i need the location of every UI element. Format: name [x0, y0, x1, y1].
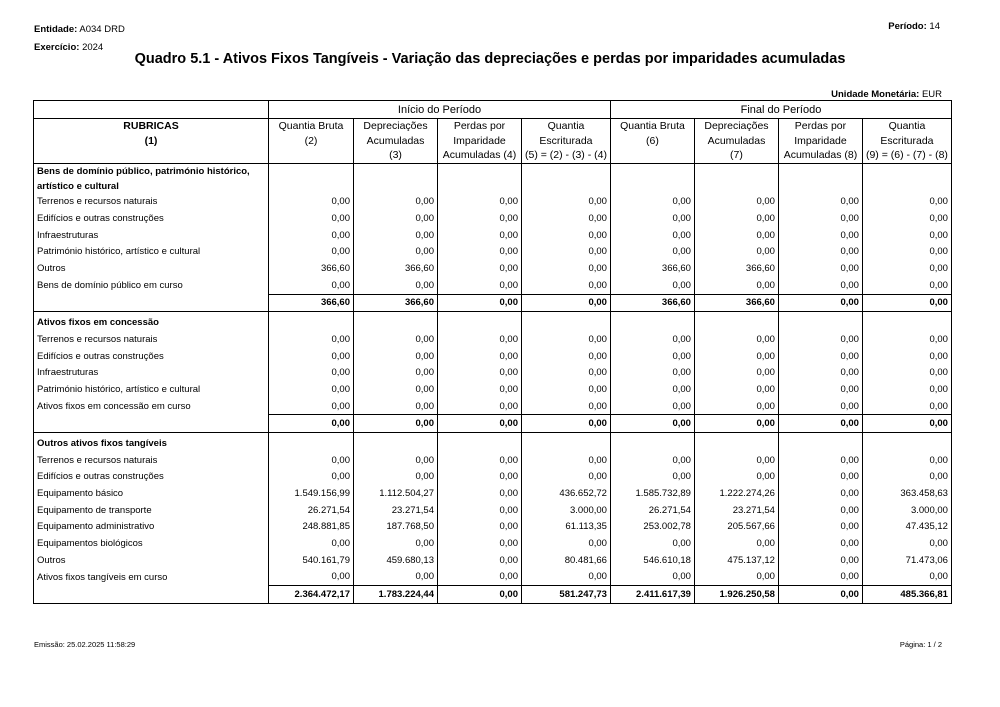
empty-cell: [694, 163, 778, 194]
value-cell: 366,60: [694, 260, 778, 277]
total-value-cell: 366,60: [269, 294, 354, 312]
value-cell: 61.113,35: [522, 519, 611, 536]
row-label: Equipamento administrativo: [34, 519, 269, 536]
row-label: Infraestruturas: [34, 364, 269, 381]
table-row: [34, 535, 952, 552]
value-cell: 0,00: [438, 260, 522, 277]
value-cell: 0,00: [778, 519, 862, 536]
value-cell: 0,00: [522, 398, 611, 415]
value-cell: 253.002,78: [610, 519, 694, 536]
total-value-cell: 0,00: [438, 586, 522, 604]
value-cell: 0,00: [778, 277, 862, 294]
value-cell: 26.271,54: [610, 502, 694, 519]
value-cell: 0,00: [269, 244, 354, 261]
value-cell: 0,00: [438, 452, 522, 469]
value-cell: 0,00: [522, 469, 611, 486]
row-label: Terrenos e recursos naturais: [34, 452, 269, 469]
value-cell: 0,00: [862, 535, 951, 552]
value-cell: 0,00: [438, 277, 522, 294]
table-row: [34, 569, 952, 586]
value-cell: 0,00: [438, 194, 522, 211]
total-label-cell: [34, 415, 269, 433]
value-cell: 0,00: [694, 535, 778, 552]
unit-label: Unidade Monetária:: [831, 89, 920, 100]
value-cell: 1.585.732,89: [610, 485, 694, 502]
value-cell: 0,00: [862, 244, 951, 261]
currency-unit: [831, 89, 942, 100]
empty-cell: [269, 312, 354, 331]
group-start-period: Início do Período: [269, 101, 611, 119]
total-value-cell: 1.926.250,58: [694, 586, 778, 604]
value-cell: 459.680,13: [354, 552, 438, 569]
table-row: [34, 485, 952, 502]
value-cell: 0,00: [522, 381, 611, 398]
value-cell: 0,00: [862, 569, 951, 586]
table-row: [34, 227, 952, 244]
row-label: Outros: [34, 260, 269, 277]
value-cell: 0,00: [610, 535, 694, 552]
row-label: Ativos fixos em concessão em curso: [34, 398, 269, 415]
year-label: Exercício:: [34, 42, 80, 53]
value-cell: 0,00: [269, 535, 354, 552]
value-cell: 363.458,63: [862, 485, 951, 502]
value-cell: 0,00: [522, 364, 611, 381]
value-cell: 436.652,72: [522, 485, 611, 502]
col-impair-start: Perdas por Imparidade Acumuladas (4): [438, 119, 522, 164]
value-cell: 0,00: [778, 535, 862, 552]
total-value-cell: 0,00: [438, 415, 522, 433]
col-gross-end: Quantia Bruta (6): [610, 119, 694, 164]
empty-cell: [694, 433, 778, 452]
value-cell: 546.610,18: [610, 552, 694, 569]
row-label: Ativos fixos tangíveis em curso: [34, 569, 269, 586]
value-cell: 0,00: [269, 331, 354, 348]
value-cell: 0,00: [269, 227, 354, 244]
total-row: [34, 415, 952, 433]
row-label: Edifícios e outras construções: [34, 348, 269, 365]
value-cell: 0,00: [438, 348, 522, 365]
value-cell: 0,00: [610, 381, 694, 398]
value-cell: 0,00: [694, 364, 778, 381]
value-cell: 0,00: [778, 569, 862, 586]
value-cell: 0,00: [778, 260, 862, 277]
value-cell: 0,00: [862, 194, 951, 211]
total-value-cell: 0,00: [862, 294, 951, 312]
table-row: [34, 260, 952, 277]
period-value: 14: [929, 21, 940, 32]
value-cell: 0,00: [354, 348, 438, 365]
value-cell: 0,00: [522, 452, 611, 469]
value-cell: 0,00: [778, 381, 862, 398]
value-cell: 0,00: [354, 244, 438, 261]
value-cell: 0,00: [778, 485, 862, 502]
value-cell: 0,00: [778, 502, 862, 519]
value-cell: 0,00: [354, 381, 438, 398]
total-value-cell: 0,00: [778, 586, 862, 604]
value-cell: 0,00: [438, 364, 522, 381]
period-info: [888, 21, 940, 32]
value-cell: 0,00: [354, 227, 438, 244]
value-cell: 0,00: [522, 227, 611, 244]
value-cell: 0,00: [522, 331, 611, 348]
value-cell: 0,00: [438, 469, 522, 486]
year-value: 2024: [82, 42, 104, 53]
value-cell: 0,00: [438, 535, 522, 552]
value-cell: 0,00: [694, 277, 778, 294]
table-row: [34, 331, 952, 348]
value-cell: 0,00: [862, 260, 951, 277]
table-row: [34, 277, 952, 294]
value-cell: 0,00: [610, 569, 694, 586]
empty-cell: [694, 312, 778, 331]
value-cell: 0,00: [694, 210, 778, 227]
value-cell: 0,00: [862, 348, 951, 365]
value-cell: 80.481,66: [522, 552, 611, 569]
value-cell: 0,00: [862, 381, 951, 398]
col-depr-start: Depreciações Acumuladas (3): [354, 119, 438, 164]
col-gross-start: Quantia Bruta (2): [269, 119, 354, 164]
value-cell: 0,00: [354, 364, 438, 381]
col-carrying-start: Quantia Escriturada (5) = (2) - (3) - (4): [522, 119, 611, 164]
value-cell: 0,00: [610, 452, 694, 469]
value-cell: 248.881,85: [269, 519, 354, 536]
empty-cell: [778, 433, 862, 452]
row-label: Bens de domínio público em curso: [34, 277, 269, 294]
value-cell: 366,60: [269, 260, 354, 277]
value-cell: 0,00: [522, 260, 611, 277]
value-cell: 0,00: [610, 277, 694, 294]
total-value-cell: 2.411.617,39: [610, 586, 694, 604]
value-cell: 0,00: [778, 210, 862, 227]
section-title: Outros ativos fixos tangíveis: [34, 433, 269, 452]
empty-cell: [438, 433, 522, 452]
value-cell: 187.768,50: [354, 519, 438, 536]
section-header-row: [34, 163, 952, 194]
value-cell: 0,00: [354, 535, 438, 552]
total-label-cell: [34, 586, 269, 604]
group-end-period: Final do Período: [610, 101, 951, 119]
value-cell: 0,00: [269, 348, 354, 365]
total-value-cell: 485.366,81: [862, 586, 951, 604]
value-cell: 0,00: [778, 364, 862, 381]
value-cell: 0,00: [694, 331, 778, 348]
empty-cell: [778, 312, 862, 331]
value-cell: 0,00: [269, 364, 354, 381]
entity-label: Entidade:: [34, 24, 78, 35]
unit-value: EUR: [921, 89, 942, 100]
col-impair-end: Perdas por Imparidade Acumuladas (8): [778, 119, 862, 164]
value-cell: 0,00: [438, 552, 522, 569]
empty-cell: [354, 163, 438, 194]
value-cell: 0,00: [610, 348, 694, 365]
value-cell: 0,00: [438, 485, 522, 502]
value-cell: 1.549.156,99: [269, 485, 354, 502]
row-label: Infraestruturas: [34, 227, 269, 244]
total-value-cell: 581.247,73: [522, 586, 611, 604]
value-cell: 0,00: [694, 569, 778, 586]
empty-cell: [269, 163, 354, 194]
value-cell: 0,00: [778, 227, 862, 244]
entity-value: A034 DRD: [79, 24, 125, 35]
total-row: [34, 586, 952, 604]
period-label: Período:: [888, 21, 927, 32]
value-cell: 0,00: [438, 502, 522, 519]
total-value-cell: 0,00: [778, 294, 862, 312]
value-cell: 0,00: [862, 469, 951, 486]
total-value-cell: 366,60: [610, 294, 694, 312]
table-row: [34, 469, 952, 486]
value-cell: 0,00: [778, 469, 862, 486]
value-cell: 0,00: [354, 331, 438, 348]
total-value-cell: 0,00: [522, 294, 611, 312]
table-row: [34, 552, 952, 569]
page-number: Página: 1 / 2: [899, 640, 942, 649]
value-cell: 0,00: [269, 381, 354, 398]
empty-cell: [269, 433, 354, 452]
empty-cell: [610, 312, 694, 331]
value-cell: 1.112.504,27: [354, 485, 438, 502]
value-cell: 0,00: [862, 210, 951, 227]
value-cell: 0,00: [354, 398, 438, 415]
empty-cell: [522, 433, 611, 452]
total-value-cell: 0,00: [269, 415, 354, 433]
row-label: Outros: [34, 552, 269, 569]
row-label: Equipamentos biológicos: [34, 535, 269, 552]
value-cell: 0,00: [522, 194, 611, 211]
table-row: [34, 244, 952, 261]
total-row: [34, 294, 952, 312]
value-cell: 0,00: [694, 348, 778, 365]
empty-cell: [862, 163, 951, 194]
section-title: Ativos fixos em concessão: [34, 312, 269, 331]
total-value-cell: 1.783.224,44: [354, 586, 438, 604]
value-cell: 0,00: [269, 277, 354, 294]
corner-cell: [34, 101, 269, 119]
value-cell: 23.271,54: [354, 502, 438, 519]
value-cell: 0,00: [438, 331, 522, 348]
value-cell: 23.271,54: [694, 502, 778, 519]
value-cell: 0,00: [522, 277, 611, 294]
value-cell: 0,00: [269, 569, 354, 586]
value-cell: 0,00: [610, 244, 694, 261]
value-cell: 0,00: [354, 452, 438, 469]
value-cell: 0,00: [610, 331, 694, 348]
table-row: [34, 502, 952, 519]
value-cell: 0,00: [778, 194, 862, 211]
empty-cell: [354, 433, 438, 452]
value-cell: 0,00: [354, 569, 438, 586]
row-label: Edifícios e outras construções: [34, 469, 269, 486]
value-cell: 71.473,06: [862, 552, 951, 569]
value-cell: 0,00: [438, 227, 522, 244]
empty-cell: [522, 312, 611, 331]
value-cell: 0,00: [694, 398, 778, 415]
value-cell: 0,00: [862, 398, 951, 415]
value-cell: 0,00: [438, 210, 522, 227]
table-body: [34, 163, 952, 604]
value-cell: 205.567,66: [694, 519, 778, 536]
value-cell: 0,00: [694, 194, 778, 211]
total-value-cell: 366,60: [694, 294, 778, 312]
total-value-cell: 0,00: [522, 415, 611, 433]
value-cell: 0,00: [438, 381, 522, 398]
value-cell: 0,00: [694, 381, 778, 398]
value-cell: 0,00: [862, 227, 951, 244]
value-cell: 0,00: [694, 244, 778, 261]
section-title: Bens de domínio público, património histórico, artístico e cultural: [34, 163, 269, 194]
empty-cell: [862, 433, 951, 452]
value-cell: 3.000,00: [862, 502, 951, 519]
value-cell: 366,60: [354, 260, 438, 277]
value-cell: 0,00: [862, 331, 951, 348]
value-cell: 1.222.274,26: [694, 485, 778, 502]
table-row: [34, 519, 952, 536]
row-label: Terrenos e recursos naturais: [34, 194, 269, 211]
value-cell: 0,00: [522, 210, 611, 227]
empty-cell: [354, 312, 438, 331]
value-cell: 0,00: [269, 210, 354, 227]
table-row: [34, 381, 952, 398]
empty-cell: [438, 163, 522, 194]
table-row: [34, 348, 952, 365]
value-cell: 0,00: [778, 552, 862, 569]
value-cell: 0,00: [522, 535, 611, 552]
total-value-cell: 0,00: [610, 415, 694, 433]
value-cell: 0,00: [694, 452, 778, 469]
value-cell: 0,00: [354, 277, 438, 294]
table-row: [34, 364, 952, 381]
value-cell: 0,00: [522, 348, 611, 365]
value-cell: 0,00: [269, 398, 354, 415]
total-value-cell: 2.364.472,17: [269, 586, 354, 604]
value-cell: 0,00: [862, 364, 951, 381]
table-row: [34, 452, 952, 469]
value-cell: 366,60: [610, 260, 694, 277]
value-cell: 0,00: [522, 244, 611, 261]
section-header-row: [34, 433, 952, 452]
empty-cell: [610, 163, 694, 194]
value-cell: 0,00: [438, 398, 522, 415]
row-label: Equipamento de transporte: [34, 502, 269, 519]
row-label: Património histórico, artístico e cultural: [34, 244, 269, 261]
value-cell: 47.435,12: [862, 519, 951, 536]
table-row: [34, 194, 952, 211]
value-cell: 0,00: [354, 469, 438, 486]
value-cell: 0,00: [438, 569, 522, 586]
value-cell: 0,00: [269, 194, 354, 211]
row-label: Equipamento básico: [34, 485, 269, 502]
row-label: Terrenos e recursos naturais: [34, 331, 269, 348]
empty-cell: [522, 163, 611, 194]
total-value-cell: 0,00: [354, 415, 438, 433]
total-value-cell: 366,60: [354, 294, 438, 312]
value-cell: 0,00: [862, 452, 951, 469]
value-cell: 0,00: [269, 469, 354, 486]
empty-cell: [610, 433, 694, 452]
value-cell: 0,00: [778, 331, 862, 348]
col-carrying-end: Quantia Escriturada (9) = (6) - (7) - (8): [862, 119, 951, 164]
value-cell: 0,00: [354, 194, 438, 211]
row-label: Edifícios e outras construções: [34, 210, 269, 227]
value-cell: 0,00: [694, 227, 778, 244]
value-cell: 0,00: [522, 569, 611, 586]
value-cell: 0,00: [778, 348, 862, 365]
col-depr-end: Depreciações Acumuladas (7): [694, 119, 778, 164]
value-cell: 0,00: [610, 364, 694, 381]
empty-cell: [778, 163, 862, 194]
total-value-cell: 0,00: [694, 415, 778, 433]
value-cell: 3.000,00: [522, 502, 611, 519]
emission-date: Emissão: 25.02.2025 11:58:29: [34, 640, 136, 649]
value-cell: 0,00: [694, 469, 778, 486]
col-rubricas: RUBRICAS (1): [34, 119, 269, 164]
value-cell: 0,00: [354, 210, 438, 227]
table-row: [34, 210, 952, 227]
total-value-cell: 0,00: [862, 415, 951, 433]
value-cell: 0,00: [778, 244, 862, 261]
value-cell: 0,00: [438, 244, 522, 261]
value-cell: 0,00: [778, 398, 862, 415]
assets-table: [33, 100, 952, 604]
value-cell: 475.137,12: [694, 552, 778, 569]
value-cell: 0,00: [438, 519, 522, 536]
section-header-row: [34, 312, 952, 331]
value-cell: 0,00: [862, 277, 951, 294]
value-cell: 0,00: [269, 452, 354, 469]
total-label-cell: [34, 294, 269, 312]
report-title: Quadro 5.1 - Ativos Fixos Tangíveis - Variação das depreciações e perdas por imparidades acumuladas: [134, 51, 846, 67]
value-cell: 26.271,54: [269, 502, 354, 519]
total-value-cell: 0,00: [438, 294, 522, 312]
empty-cell: [438, 312, 522, 331]
row-label: Património histórico, artístico e cultural: [34, 381, 269, 398]
value-cell: 0,00: [610, 469, 694, 486]
total-value-cell: 0,00: [778, 415, 862, 433]
value-cell: 540.161,79: [269, 552, 354, 569]
value-cell: 0,00: [610, 194, 694, 211]
value-cell: 0,00: [610, 398, 694, 415]
value-cell: 0,00: [610, 227, 694, 244]
empty-cell: [862, 312, 951, 331]
value-cell: 0,00: [610, 210, 694, 227]
value-cell: 0,00: [778, 452, 862, 469]
table-row: [34, 398, 952, 415]
